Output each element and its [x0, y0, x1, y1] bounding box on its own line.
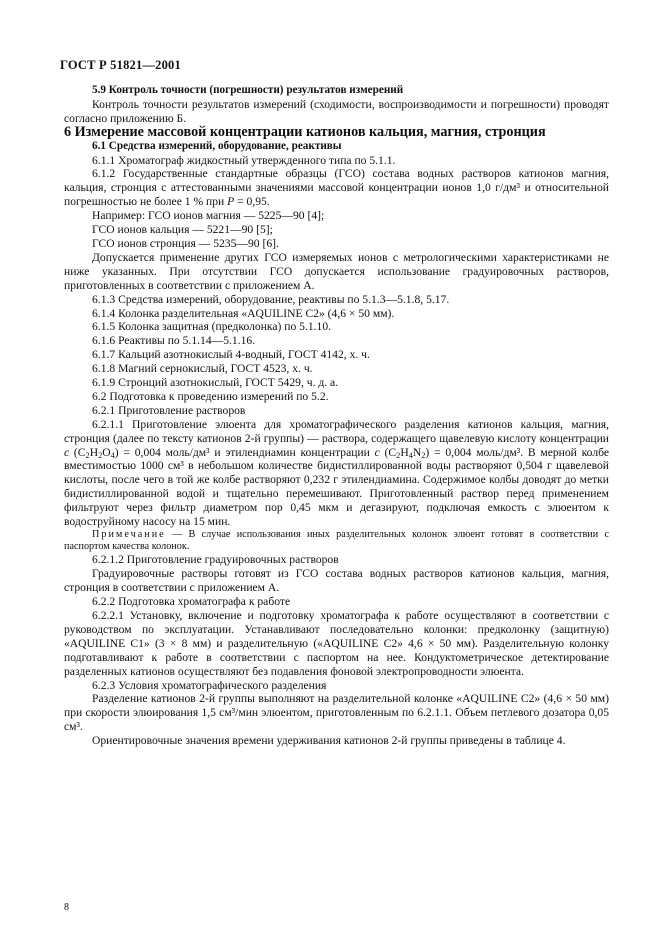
para-6-1-6: 6.1.6 Реактивы по 5.1.14—5.1.16. — [92, 334, 256, 348]
para-6-1-5: 6.1.5 Колонка защитная (предколонка) по 5.1.10. — [92, 320, 332, 334]
note-text: — В случае использования иных разделительных колонок элюент готовят в соответствии с паспортом качества колонок. — [64, 529, 609, 553]
para-6-2-1-2: 6.2.1.2 Приготовление градуировочных растворов — [92, 553, 339, 567]
section-6-1-title: 6.1 Средства измерений, оборудование, реактивы — [92, 139, 342, 152]
para-6-2: 6.2 Подготовка к проведению измерений по 5.2. — [92, 389, 329, 403]
para-6-2-1-1: 6.2.1.1 Приготовление элюента для хроматографического разделения катионов кальция, магния, стронция (далее по тексту катионов 2-й группы) — раствора, содержащего щавелевую кислоту концентрации c $(C_2H_2O_4) = 0,004$ моль/дм³ и этилендиамин концентрации c $(C_2H_4N_2) = 0,004$ моль/дм³. В мерной колбе вместимостью 1000 см³ в небольшом количестве бидистиллированной воды растворяют 0,504 г щавелевой кислоты, после чего в той же колбе растворяют 0,232 г этилендиамина. Содержимое колбы доводят до метки бидистиллированной водой и тщательно перемешивают. Приготовленный раствор перед применением фильтруют через фильтр диаметром пор 0,45 мкм и дегазируют, подключая емкость с элюентом к водоструйному насосу на 15 мин. — [64, 417, 610, 529]
gso-magnesium: Например: ГСО ионов магния — 5225—90 [4]; — [92, 209, 325, 223]
para-allow: Допускается применение других ГСО измеряемых ионов с метрологическими характеристиками не ниже указанных. При отсутствии ГСО допускается использование градуировочных растворов, приготовленных в соответствии с приложением А. — [64, 250, 609, 292]
para-6-1-8: 6.1.8 Магний сернокислый, ГОСТ 4523, х. ч. — [92, 362, 313, 376]
para-6-2-3-tail: Ориентировочные значения времени удерживания катионов 2-й группы приведены в таблице 4. — [92, 734, 566, 748]
para-6-1-3: 6.1.3 Средства измерений, оборудование, реактивы по 5.1.3—5.1.8, 5.17. — [92, 292, 450, 306]
page-number: 8 — [64, 902, 69, 913]
section-5-9-text: Контроль точности результатов измерений (сходимости, воспроизводимости и погрешности) проводят согласно приложению Б. — [64, 97, 609, 125]
para-6-1-4: 6.1.4 Колонка разделительная «AQUILINE C2» (4,6 × 50 мм). — [92, 306, 395, 320]
para-6-1-7: 6.1.7 Кальций азотнокислый 4-водный, ГОСТ 4142, х. ч. — [92, 348, 370, 362]
note-label: Примечание — [92, 529, 166, 540]
para-6-2-1: 6.2.1 Приготовление растворов — [92, 403, 246, 417]
gso-calcium: ГСО ионов кальция — 5221—90 [5]; — [92, 223, 273, 237]
para-6-2-3-text: Разделение катионов 2-й группы выполняют на разделительной колонке «AQUILINE C2» (4,6 × 50 мм) при скорости элюирования 1,5 см³/мин элюентом, приготовленным по 6.2.1.1. Объем петлевого дозатора 0,05 см³. — [64, 692, 609, 734]
para-6-2-2: 6.2.2 Подготовка хроматографа к работе — [92, 595, 291, 609]
document-body — [64, 84, 609, 748]
para-6-2-2-1: 6.2.2.1 Установку, включение и подготовку хроматографа к работе осуществляют в соответствии с руководством по эксплуатации. Устанавливают последовательно колонки: предколонку (защитную) «AQUILINE C1» (3 × 8 мм) и разделительную («AQUILINE C2» 4,6 × 50 мм). Разделительную колонку подготавливают к работе в соответствии с паспортом на нее. Кондуктометрическое детектирование разделенных катионов осуществляют без подавления фоновой электропроводности элюента. — [64, 609, 609, 678]
para-6-1-2: 6.1.2 Государственные стандартные образцы (ГСО) состава водных растворов катионов магния, кальция, стронция с аттестованными значениями массовой концентрации ионов 1,0 г/дм³ и относительной погрешностью не более 1 % при P = 0,95. — [64, 167, 609, 209]
para-6-2-3: 6.2.3 Условия хроматографического разделения — [92, 678, 327, 692]
para-6-1-1: 6.1.1 Хроматограф жидкостный утвержденного типа по 5.1.1. — [92, 153, 396, 167]
note — [64, 529, 609, 553]
gso-strontium: ГСО ионов стронция — 5235—90 [6]. — [92, 236, 279, 250]
section-5-9-title: 5.9 Контроль точности (погрешности) результатов измерений — [92, 84, 404, 96]
document-header: ГОСТ Р 51821—2001 — [60, 58, 181, 72]
section-6-title: 6 Измерение массовой концентрации катионов кальция, магния, стронция — [64, 123, 546, 140]
para-6-1-9: 6.1.9 Стронций азотнокислый, ГОСТ 5429, ч. д. а. — [92, 376, 339, 390]
para-6-2-1-2-text: Градуировочные растворы готовят из ГСО состава водных растворов катионов кальция, магния, стронция в соответствии с приложением А. — [64, 567, 609, 595]
